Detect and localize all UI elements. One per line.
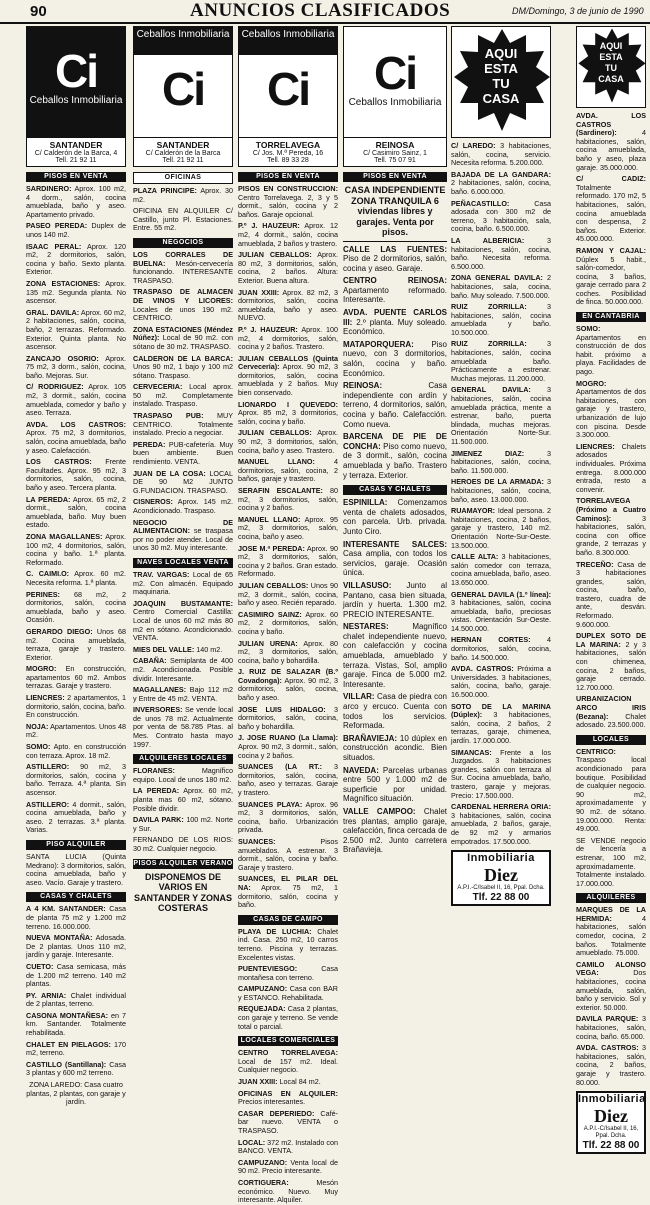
- section-heading: ALQUILERES LOCALES: [133, 754, 233, 764]
- classified-ad: VALLE CAMPOO: Chalet tres plantas, amplio garaje, calefacción, finca cercada de 2.500 m2. Junto carretera Brañavieja.: [343, 806, 447, 855]
- classified-ad: BARCENA DE PIE DE CONCHA: Piso como nuevo, de 3 dormit., salón, cocina amueblada y baño. Trastero y terraza. Exterior.: [343, 432, 447, 480]
- classified-ad: JULIAN URENA: Aprox. 80 m2, 3 dormitorios, salón, cocina, baño y bohardilla.: [238, 638, 338, 665]
- classified-ad: RUIZ ZORRILLA: 3 habitaciones, salón, cocina amueblada y baño. 10.500.000.: [451, 302, 551, 337]
- classified-ad: RUIZ ZORRILLA: 3 habitaciones, salón, cocina amueblada baño. Prácticamente a estrenar. Muchas mejoras. 11.200.000.: [451, 339, 551, 383]
- classified-ad: CASAR DEPERIEDO: Café-bar nuevo. VENTA o TRASPASO.: [238, 1108, 338, 1135]
- classified-ad: ZONA ESTACIONES: Aprox. 135 m2. Segunda planta. No ascensor.: [26, 278, 126, 306]
- classified-ad: INTERESANTE SALCES: Casa amplia, con todos los servicios, garaje. Ocasión única.: [343, 539, 447, 578]
- ceballos-logo: [238, 26, 338, 138]
- diez-brand: Diez: [484, 865, 518, 886]
- ci-logo-mark: Ci: [162, 63, 204, 115]
- diez-phone: Tlf. 22 88 00: [472, 892, 530, 904]
- classified-ad: TRAV. VARGAS: Local de 65 m2. Con almacén. Equipado maquinaria.: [133, 569, 233, 597]
- classified-ad: CALLE ALTA: 3 habitaciones, salón comedor con terraza, cocina amueblada, baño, aseo. 13.650.000.: [451, 552, 551, 587]
- ad-list: [576, 325, 646, 730]
- classified-ad: J. RUIZ DE SALAZAR (B.º Covadonga): Aprox. 90 m2, 3 dormitorios, salón, cocina, baño y aseo.: [238, 667, 338, 703]
- classified-ad: SOMO: Apto. en construcción con terraza. Aprox. 18 m2.: [26, 742, 126, 760]
- column-1: [26, 26, 127, 1107]
- classified-ad: NESTARES: Magnífico chalet independiente nuevo, con calefacción y cocina amueblada, amueblado y terraza. Vistas, Sol, amplio garaje. Finca de 5.000 m2. Interesante.: [343, 622, 447, 689]
- ad-list: [133, 251, 233, 553]
- column-2: [133, 26, 233, 994]
- ad-list: [343, 245, 447, 481]
- ad-list: [238, 1049, 338, 1205]
- ceballos-logo: [343, 26, 447, 138]
- classified-ad: J. JOSE RUANO (La Llama): Aprox. 90 m2, 3 dormit., salón, cocina y 2 baños.: [238, 733, 338, 760]
- classified-ad: GRAL. DAVILA: Aprox. 60 m2, 2 habitaciones, salón, cocina, baño, 2 terrazas. Reformado. Exterior. Quinta planta. No ascensor.: [26, 307, 126, 352]
- classified-ad: REQUEJADA: Casa 2 plantas, con garaje y terreno. Se vende total o parcial.: [238, 1004, 338, 1031]
- office-address: C/ Casimiro Sainz, 1: [363, 150, 427, 157]
- office-box: [133, 138, 233, 167]
- classified-ad: AVDA. CASTROS: Próxima a Universidades. 3 habitaciones, salón, cocina, baño, garaje. 16.500.000.: [451, 664, 551, 700]
- office-phone: Tell. 75 07 91: [374, 157, 416, 164]
- classified-ad: CUETO: Casa semicasa, más de 1.200 m2 terreno. 140 m2 plantas.: [26, 961, 126, 989]
- classified-ad: LA ALBERICIA: 3 habitaciones, salón, cocina, baño. Necesita reforma. 6.500.000.: [451, 235, 551, 271]
- section-heading: OFICINAS: [133, 172, 233, 184]
- classified-ad: DAVILA PARQUE: 3 habitaciones, salón, cocina, baño. 65.000.: [576, 1014, 646, 1041]
- classified-ad: LOS CASTROS: Frente Facultades. Aprox. 95 m2, 3 dormitorios, salón, cocina, baño y aseo. Tercera planta.: [26, 457, 126, 492]
- classified-ad: LOS CORRALES DE BUELNA: Mesón-cervecería funcionando. INTERESANTE TRASPASO.: [133, 249, 233, 285]
- classified-ad: AVDA. PUENTE CARLOS III: 2.º planta. Muy soleado. Económico.: [343, 308, 447, 337]
- page-header: [0, 0, 650, 24]
- diez-top: Inmobiliaria: [578, 1093, 646, 1106]
- page-title: ANUNCIOS CLASIFICADOS: [190, 0, 451, 21]
- badge-line: AQUI: [599, 41, 623, 51]
- classified-ad: PEÑACASTILLO: Casa adosada con 300 m2 de terreno, 3 habitación, sala, cocina, baño. 6.500.000.: [451, 198, 551, 234]
- ad-list: [576, 748, 646, 889]
- classified-ad: TORRELAVEGA (Próximo a Cuatro Caminos): 3 habitaciones, salón, cocina con office grande, 2 terrazas y baño. 8.300.000.: [576, 496, 646, 557]
- classified-ad: SERAFIN ESCALANTE: 80 m2, 3 dormitorios, salón, cocina y 2 baños.: [238, 486, 338, 513]
- office-box: [343, 138, 447, 167]
- office-phone: Tell. 21 92 11: [162, 157, 204, 164]
- classified-ad: CAMPUZANO: Venta local de 90 m2. Precio interesante.: [238, 1157, 338, 1176]
- classified-ad: C/ LAREDO: 3 habitaciones, salón, cocina, servicio. Necesita reforma. 5.200.000.: [451, 141, 551, 168]
- aqui-esta-tu-casa-badge: [576, 26, 646, 108]
- ad-list: [343, 498, 447, 855]
- classified-ad: MOGRO: En construcción, apartamentos 60 m2. Ambos terrazas. Garaje y trastero.: [26, 664, 126, 691]
- office-address: C/ Jos. M.ª Pereda, 16: [252, 150, 324, 157]
- logo-top-text: Ceballos Inmobiliaria: [239, 27, 337, 55]
- classified-ad: CERVECERIA: Local aprox. 50 m2. Completamente instalado. Traspaso.: [133, 382, 233, 409]
- ceballos-logo: [26, 26, 126, 138]
- column-3: [238, 26, 339, 1205]
- diez-inmobiliaria-logo: [576, 1091, 646, 1154]
- classified-ad: PY. ARNIA: Chalet individual de 2 plantas, terreno.: [26, 990, 126, 1009]
- classified-ad: CENTRICO: Traspaso local acondicionado para boutique. Posibilidad de cualquier negocio. 90 m2, aproximadamente y 90 m2. de sótano. 19.000.000. Renta: 49.000.: [576, 746, 646, 834]
- section-heading: CASAS DE CAMPO: [238, 915, 338, 925]
- office-name: TORRELAVEGA: [255, 140, 321, 150]
- logo-top-text: Ceballos Inmobiliaria: [134, 27, 232, 55]
- section-heading: PISOS ALQUILER VERANO: [133, 859, 233, 867]
- classified-ad: CAMPUZANO: Casa con BAR y ESTANCO. Rehabilitada.: [238, 984, 338, 1002]
- classified-ad: MOGRO: Apartamentos de dos habitaciones, con garaje y trastero, urbanización de lujo con piscina. Desde 3.300.000.: [576, 378, 646, 440]
- classified-ad: BAJADA DE LA GANDARA: 2 habitaciones, salón, cocina, baño. 6.000.000.: [451, 169, 551, 196]
- ceballos-logo: [133, 26, 233, 138]
- classified-ad: URBANIZACION ARCO IRIS (Bezana): Chalet adosado. 23.500.000.: [576, 694, 646, 730]
- classified-ad: PLAZA PRINCIPE: Aprox. 30 m2.: [133, 186, 233, 204]
- column-4: [343, 26, 447, 994]
- diez-brand: Diez: [594, 1106, 628, 1127]
- classified-ad: RAMON Y CAJAL: Dúplex 5 habit., salón-comedor, cocina, 3 baños, garaje cerrado para 2 coches. Posibilidad de finca. 50.000.000.: [576, 245, 646, 307]
- classified-ad: CABAÑA: Semiplanta de 400 m2. Acondicionada. Posible dividir. Interesante.: [133, 656, 233, 683]
- ad-list: [26, 185, 126, 835]
- section-heading: PISOS EN VENTA: [343, 172, 447, 182]
- classified-ad: OFICINAS EN ALQUILER: Precios interesantes.: [238, 1088, 338, 1107]
- office-name: SANTANDER: [49, 140, 103, 150]
- classified-ad: CALLE LAS FUENTES: Piso de 2 dormitorios, salón, cocina y aseo. Garaje.: [343, 244, 447, 273]
- diez-address: A.P.I.-C/Isabel II, 16, Ppal. Dcha.: [583, 1126, 639, 1140]
- classified-ad: JULIAN CEBALLOS (Quinta Cervecería): Aprox. 90 m2, 3 dormitorios, salón, cocina amueblada y 2 baños. Muy bien conservado.: [238, 353, 338, 398]
- section-heading: NEGOCIOS: [133, 238, 233, 248]
- classified-ad: GENERAL DAVILA (1.º línea): 3 habitaciones, salón, cocina amueblada, baño, preciosas vistas. Orientación Sur-Oeste. 14.500.000.: [451, 589, 551, 633]
- classified-ad: NAVEDA: Parcelas urbanas entre 500 y 1.000 m2 de superficie por unidad. Magnífico situación.: [343, 765, 447, 804]
- section-heading: CASAS Y CHALETS: [343, 485, 447, 495]
- classified-ad: MARQUES DE LA HERMIDA: 4 habitaciones, salón comedor, cocina, 2 baños. Totalmente amueblado. 75.000.: [576, 905, 646, 958]
- classified-ad: PERINES: 68 m2, 2 dormitorios, salón, cocina amueblada, baño y aseo. Ocasión.: [26, 589, 126, 625]
- classified-ad: CENTRO REINOSA: Apartamento reformado. Interesante.: [343, 276, 447, 305]
- classified-ad: JULIAN CEBALLOS: Unos 90 m2, 3 dormit., salón, cocina, baño y aseo. Recién reparado.: [238, 580, 338, 608]
- classified-ad: ESPINILLA: Comenzamos venta de chalets adosados, con parcela. Urb. privada. Junto Ciro.: [343, 498, 447, 536]
- classified-ad: BRAÑAVIEJA: 10 dúplex en construcción acondic. Bien situados.: [343, 733, 447, 762]
- aqui-esta-tu-casa-badge: [451, 26, 551, 138]
- page-date: DM/Domingo, 3 de junio de 1990: [512, 6, 644, 16]
- classified-ad: PUENTEVIESGO: Casa montañesa con terreno.: [238, 964, 338, 982]
- classified-ad: SUANCES: Pisos amueblados. A estrenar. 3 dormit., salón, cocina y baño. Garaje y trastero.: [238, 836, 338, 872]
- classified-ad: MATAPORQUERA: Piso nuevo, con 3 dormitorios, salón, cocina y baño. Económico.: [343, 339, 447, 378]
- classified-ad: SE VENDE negocio de lencería a estrenar, 100 m2, aproximadamente. Totalmente instalado. 17.000.000.: [576, 835, 646, 888]
- classified-ad: INVERSORES: Se vende local de unos 78 m2. Actualmente por venta de 58.785 Ptas. al Mes. Contrato hasta mayo 1997.: [133, 705, 233, 749]
- section-heading: PISO ALQUILER: [26, 840, 126, 850]
- classified-ad: FLORANES: Magnífico equipo. Local de unos 180 m2.: [133, 766, 233, 784]
- classified-ad: LIENCRES: Chalets adosados individuales. Próxima entrega. 8.000.000 entrada, resto a convenir.: [576, 441, 646, 494]
- ads-columns: [6, 26, 646, 1205]
- classified-ad: LIENCRES: 2 apartamentos, 1 dormitorio, salón, cocina, baño. En construcción.: [26, 693, 126, 720]
- classified-ad: PEREDA: PUB-cafetería. Muy buen ambiente. Buen rendimiento. VENTA.: [133, 439, 233, 467]
- office-phone: Tell. 89 33 28: [267, 157, 309, 164]
- ad-text: SANTA LUCIA (Quinta Medrano): 3 dormitorios, salón, cocina amueblada, baño y aseo. Vacío. Garaje y trastero.: [26, 851, 126, 887]
- classified-ad: CASONA MONTAÑESA: en 7 km. Santander. Totalmente rehabilitada.: [26, 1010, 126, 1038]
- section-heading: PISOS EN VENTA: [26, 172, 126, 182]
- classified-ad: ZONA MAGALLANES: Aprox. 100 m2, 4 dormitorios, salón, cocina y baño. 1.ª planta. Reformado.: [26, 531, 126, 567]
- ad-list: [133, 571, 233, 749]
- disponemos-text: DISPONEMOS DE VARIOS EN SANTANDER Y ZONAS COSTERAS: [133, 871, 232, 914]
- classified-ad: CISNEROS: Aprox. 145 m2. Acondicionado. Traspaso.: [133, 497, 233, 515]
- classified-ad: ZONA GENERAL DAVILA: 2 habitaciones, sala, cocina, baño. Muy soleado. 7.500.000.: [451, 273, 551, 300]
- page-number: 90: [30, 3, 47, 20]
- classified-ad: CENTRO TORRELAVEGA: Local de 157 m2. Ideal. Cualquier negocio.: [238, 1048, 338, 1075]
- classified-ad: NUEVA MONTAÑA: Adosada. De 2 plantas. Unos 110 m2, jardín y garaje. Interesante.: [26, 933, 126, 960]
- classified-ad: P.º J. HAUZEUR: Aprox. 12 m2, 4 dormit., salón, cocina amueblada, 2 baños y trastero.: [238, 221, 338, 248]
- badge-line: TU: [605, 63, 617, 73]
- classified-ad: MANUEL LLANO: Aprox. 95 m2, 3 dormitorios, salón, cocina, baño y aseo.: [238, 514, 338, 541]
- badge-line: ESTA: [484, 61, 518, 76]
- classified-ad: CORTIGUERA: Mesón económico. Nuevo. Muy interesante. Alquiler.: [238, 1177, 338, 1205]
- classified-ad: JIMENEZ DIAZ: 3 habitaciones, salón, cocina, baño. 11.500.000.: [451, 448, 551, 475]
- classified-ad: MIES DEL VALLE: 140 m2.: [133, 644, 223, 654]
- classified-ad: MANUEL LLANO: 4 dormitorios, salón, cocina, 2 baños, garaje y trastero.: [238, 457, 338, 484]
- classified-ad: CHALET EN PIELAGOS: 170 m2, terreno.: [26, 1039, 126, 1058]
- classified-ad: LIONARDO I QUEVEDO: Aprox. 85 m2, 3 dormitorios, salón, cocina y baño.: [238, 399, 338, 426]
- classified-ad: ZANCAJO OSORIO: Aprox. 75 m2, 3 dorm., salón, cocina, baño. Mejoras. Sur.: [26, 353, 127, 380]
- classified-ad: OFICINA EN ALQUILER C/ Castillo, junto Pl. Estaciones. Entre. 55 m2.: [133, 206, 233, 233]
- classified-ad: JOSE LUIS HIDALGO: 3 dormitorios, salón, cocina, baño y bohardilla.: [238, 704, 339, 731]
- classified-ad: JUAN DE LA COSA: LOCAL DE 90 M2 JUNTO G.FUNDACION. TRASPASO.: [133, 468, 233, 495]
- classified-ad: C/ CADIZ: Totalmente reformado. 170 m2, 5 habitaciones, salón, cocina amueblada con despensa, 2 baños. Exterior. 45.000.000.: [576, 174, 646, 244]
- ad-text: FERNANDO DE LOS RIOS: 30 m2. Cualquier negocio.: [133, 835, 233, 853]
- classified-ad: CAMILO ALONSO VEGA: Dos habitaciones, cocina amueblada, salón, baño y servicio. Sol y exterior. 50.000.: [576, 959, 646, 1012]
- badge-line: CASA: [482, 91, 520, 106]
- diez-top: Inmobiliaria: [467, 852, 535, 865]
- office-name: SANTANDER: [156, 140, 210, 150]
- classified-ad: LA PEREDA: Aprox. 60 m2, planta mas 60 m2, sótano. Posible dividir.: [133, 786, 233, 813]
- diez-inmobiliaria-logo: [451, 850, 551, 906]
- ad-list: [576, 112, 646, 307]
- casa-independiente: CASA INDEPENDIENTE ZONA TRANQUILA 6 viviendas libres y garajes. Venta por pisos.: [344, 185, 446, 237]
- ad-list: [238, 185, 338, 910]
- classified-ad: HEROES DE LA ARMADA: 3 habitaciones, salón, cocina, baño, aseo. 13.000.000.: [451, 477, 551, 504]
- classified-ad: SARDINERO: Aprox. 100 m2, 4 dorm., salón, cocina amueblada, baño y aseo. Apartamento privado.: [26, 184, 126, 219]
- classified-ad: JOAQUIN BUSTAMANTE: Centro Comercial Castilla: Local de unos 60 m2 más 80 m2 en sótano. Acondicionado. VENTA.: [133, 598, 233, 643]
- classified-ad: VILLAR: Casa de piedra con arco y ercuco. Cuenta con todos los servicios. Reformada.: [343, 692, 447, 731]
- section-heading: PISOS EN VENTA: [238, 172, 338, 182]
- classified-ad: TRASPASO DE ALMACEN DE VINOS Y LICORES: Locales de unos 190 m2. CENTRICO.: [133, 287, 233, 323]
- ad-text: ZONA LAREDO: Casa cuatro plantas, 2 plantas, con garaje y jardín.: [26, 1080, 126, 1107]
- column-6: [576, 26, 646, 1152]
- ad-list: [451, 142, 551, 846]
- classified-ad: AVDA. LOS CASTROS: Aprox. 75 m2, 3 dormitorios, salón, cocina amueblada, baño y aseo. Calefacción.: [26, 419, 126, 455]
- ad-list: [133, 187, 233, 233]
- classified-ad: P.º J. HAUZEUR: Aprox. 100 m2, 4 dormitorios, salón, cocina y 2 baños. Trastero.: [238, 324, 338, 352]
- diez-phone: Tlf. 22 88 00: [582, 1140, 640, 1152]
- classified-ad: TRECEÑO: Casa de 3 habitaciones grandes, salón, cocina, baño, trastero, cuadra de ante, desván. Reformado. 9.600.000.: [576, 559, 646, 629]
- classified-ad: DAVILA PARK: 100 m2. Norte y Sur.: [133, 815, 233, 833]
- ad-list: [576, 906, 646, 1087]
- badge-line: CASA: [598, 74, 624, 84]
- classified-ad: ZONA ESTACIONES (Méndez Núñez): Local de 90 m2. con sótano de 30 m2. TRASPASO.: [133, 324, 233, 351]
- classified-ad: SUANCES, EL PILAR DEL NA: Aprox. 75 m2, 1 dormitorio, salón, cocina y baño.: [238, 874, 338, 910]
- classified-ad: SOMO: Apartamentos en construcción de dos habit. próximo a playa. Facilidades de pago.: [576, 324, 646, 377]
- classified-ad: NEGOCIO DE ALIMENTACION: se traspasa por no poder atender. Local de unos 30 m2. Muy interesante.: [133, 517, 233, 553]
- classified-ad: PASEO PEREDA: Duplex de unos 140 m2.: [26, 221, 126, 239]
- logo-brand-text: Ceballos Inmobiliaria: [348, 97, 442, 108]
- classified-ad: CASTILLO (Santillana): Casa 3 plantas y 600 m2 terreno.: [26, 1059, 126, 1078]
- section-heading: LOCALES COMERCIALES: [238, 1036, 338, 1046]
- classified-ad: PLAYA DE LUCHIA: Chalet ind. Casa. 250 m2, 10 carros terreno. Piscina y terrazas. Excelentes vistas.: [238, 926, 338, 962]
- classified-ad: VILLASUSO: Junto al Pantano, casa bien situada, jardín y huerta. 1.300 m2. PRECIO INTERESANTE.: [343, 580, 447, 619]
- classified-ad: C. CAIMI.O: Aprox. 60 m2. Necesita reforma. 1.ª planta.: [26, 569, 126, 587]
- classified-ad: GENERAL DAVILA: 3 habitaciones, salón, cocina amueblada práctica, mente a estrenar, baño, puerta blindada, muchas mejoras. Orientación Norte-Sur. 11.500.000.: [451, 385, 551, 446]
- ci-logo-mark: Ci: [374, 47, 416, 99]
- classified-ad: REINOSA: Casa independiente con ardín y terreno, 4 dormitorios, salón, cocina y baño. Calefacción. Como nueva.: [343, 381, 447, 429]
- classified-ad: SUANCES PLAYA: Aprox. 96 m2, 3 dormitorios, salón, cocina, baño. Urbanización privada.: [238, 799, 338, 835]
- classified-ad: ASTILLERO: 90 m2, 3 dormitorios, salón, cocina y baño. Terraza. 4.ª planta. Sin ascensor.: [26, 762, 126, 797]
- classified-ad: MAGALLANES: Bajo 112 m2 y Entre de 45 m2. VENTA.: [133, 685, 233, 703]
- classified-ad: DUPLEX SOTO DE LA MARINA: 2 y 3 habitaciones, salón con chimenea, cocina, 2 baños, garaje cerrado. 12.700.000.: [576, 631, 646, 692]
- office-phone: Tell. 21 92 11: [55, 157, 97, 164]
- office-box: [238, 138, 338, 167]
- column-5: [451, 26, 551, 994]
- classified-ad: A 4 KM. SANTANDER: Casa de planta 75 m2 y 1.200 m2 terreno. 16.000.000.: [26, 904, 126, 931]
- office-name: REINOSA: [375, 140, 415, 150]
- badge-line: ESTA: [599, 52, 623, 62]
- classified-ad: HERNAN CORTES: 4 dormitorios, salón, cocina, baño. 14.500.000.: [451, 635, 551, 662]
- classified-ad: SOTO DE LA MARINA (Dúplex): 3 habitaciones, salón, cocina, 2 baños, 2 terrazas, garaje, chimenea, jardín. 17.000.000.: [451, 701, 551, 745]
- ci-logo-mark: Ci: [267, 63, 309, 115]
- classified-ad: ASTILLERO: 4 dormit., salón, cocina amueblada, baño y aseo. 2 terrazas. 3.ª planta. Varias.: [26, 799, 126, 835]
- section-heading: EN CANTABRIA: [576, 312, 646, 322]
- diez-address: A.P.I.-C/Isabel II, 16, Ppal. Dcha.: [457, 885, 545, 892]
- classified-ad: C/ RODRIGUEZ: Aprox. 105 m2, 3 dormit., salón, cocina amueblada, comedor y baño y aseo. Terraza.: [26, 382, 126, 418]
- section-heading: CASAS Y CHALETS: [26, 892, 126, 902]
- classified-ad: AVDA. CASTROS: 3 habitaciones, salón, cocina, 2 baños, garaje y trastero. 80.000.: [576, 1043, 646, 1087]
- classified-ad: CALDERON DE LA BARCA: Unos 90 m2, 1 bajo y 100 m2 sótano. Traspaso.: [133, 353, 233, 380]
- classified-ad: SUANCES (LA RT.: 3 dormitorios, salón, cocina, baño, aseo y terrazas. Garaje y trastero.: [238, 762, 338, 797]
- section-heading: NAVES LOCALES VENTA: [133, 558, 233, 568]
- classified-ad: JOSE M.ª PEREDA: Aprox. 90 m2, 3 dormitorios, salón, cocina y 2 baños. Gran estado. Reformado.: [238, 543, 338, 579]
- ci-logo-mark: Ci: [55, 45, 97, 97]
- classified-ad: CARDENAL HERRERA ORIA: 3 habitaciones, salón, cocina amueblada, 2 baños, garaje, de 92 m2 y armarios empotrados. 17.500.000.: [451, 802, 551, 846]
- classified-ad: GERARDO DIEGO: Unos 68 m2. Cocina amueblada, terraza, garaje y trastero. Exterior.: [26, 626, 126, 662]
- logo-brand-text: Ceballos Inmobiliaria: [29, 95, 123, 106]
- classified-ad: AVDA. LOS CASTROS (Sardinero): 4 habitaciones, salón, cocina amueblada, baño y aseo, plaza garaje. 35.000.000.: [576, 111, 646, 172]
- classified-ad: JUAN XXIII: Aprox. 82 m2, 3 dormitorios, salón, cocina amueblada, baño y aseo. NUEVO.: [238, 287, 338, 323]
- classified-ad: JUAN XXIII: Local 84 m2.: [238, 1077, 321, 1087]
- section-heading: ALQUILERES: [576, 893, 646, 903]
- classified-ad: RUAMAYOR: Ideal persona. 2 habitaciones, cocina, 2 baños, garaje y trastero, 140 m2. Orientación Norte-Sur-Oeste. 13.500.000.: [451, 506, 551, 550]
- classified-ad: LOCAL: 372 m2. Instalado con BANCO. VENTA.: [238, 1137, 338, 1156]
- ad-list: [133, 767, 233, 833]
- badge-line: AQUI: [484, 46, 518, 61]
- classified-ad: LA PEREDA: Aprox. 65 m2, 2 dormit., salón, cocina amueblada, baño. Muy buen estado.: [26, 494, 126, 530]
- office-box: [26, 138, 126, 167]
- classified-ad: SIMANCAS: Frente a los Juzgados. 3 habitaciones grandes, salón con terraza al Sur. Cocina amueblada, baño, trastero, garaje y mejoras. Precio: 17.500.000.: [451, 747, 551, 800]
- office-address: C/ Calderón de la Barca, 4: [34, 150, 118, 157]
- classified-ad: TRASPASO PUB: MUY CENTRICO. Totalmente instalado. Precio a negociar.: [133, 411, 233, 438]
- badge-line: TU: [492, 76, 510, 91]
- classified-ad: ISAAC PERAL: Aprox. 120 m2, 2 dormitorios, salón, cocina y baño. Sexto planta. Exterior.: [26, 241, 126, 277]
- classified-ad: PISOS EN CONSTRUCCION: Centro Torrelavega. 2, 3 y 5 dormit., salón, cocina y 2 baños. Garaje opcional.: [238, 184, 338, 219]
- ad-list: [238, 928, 338, 1032]
- classified-ad: JULIAN CEBALLOS: Aprox. 80 m2, 3 dormitorios, salón, cocina, 2 baños. Altura: Exterior. Buena altura.: [238, 250, 338, 285]
- office-address: C/ Calderón de la Barca: [145, 150, 221, 157]
- section-heading: LOCALES: [576, 735, 646, 745]
- classified-ad: CASIMIRO SAINZ: Aprox. 60 m2, 2 dormitorios, salón, cocina y baño.: [238, 609, 338, 636]
- classified-ad: NOJA: Apartamentos. Unos 48 m2.: [26, 721, 126, 740]
- ad-list: [26, 905, 126, 1078]
- classified-ad: JULIAN CEBALLOS: Aprox. 90 m2, 3 dormitorios, salón, cocina, baño y aseo. Trastero.: [238, 428, 338, 455]
